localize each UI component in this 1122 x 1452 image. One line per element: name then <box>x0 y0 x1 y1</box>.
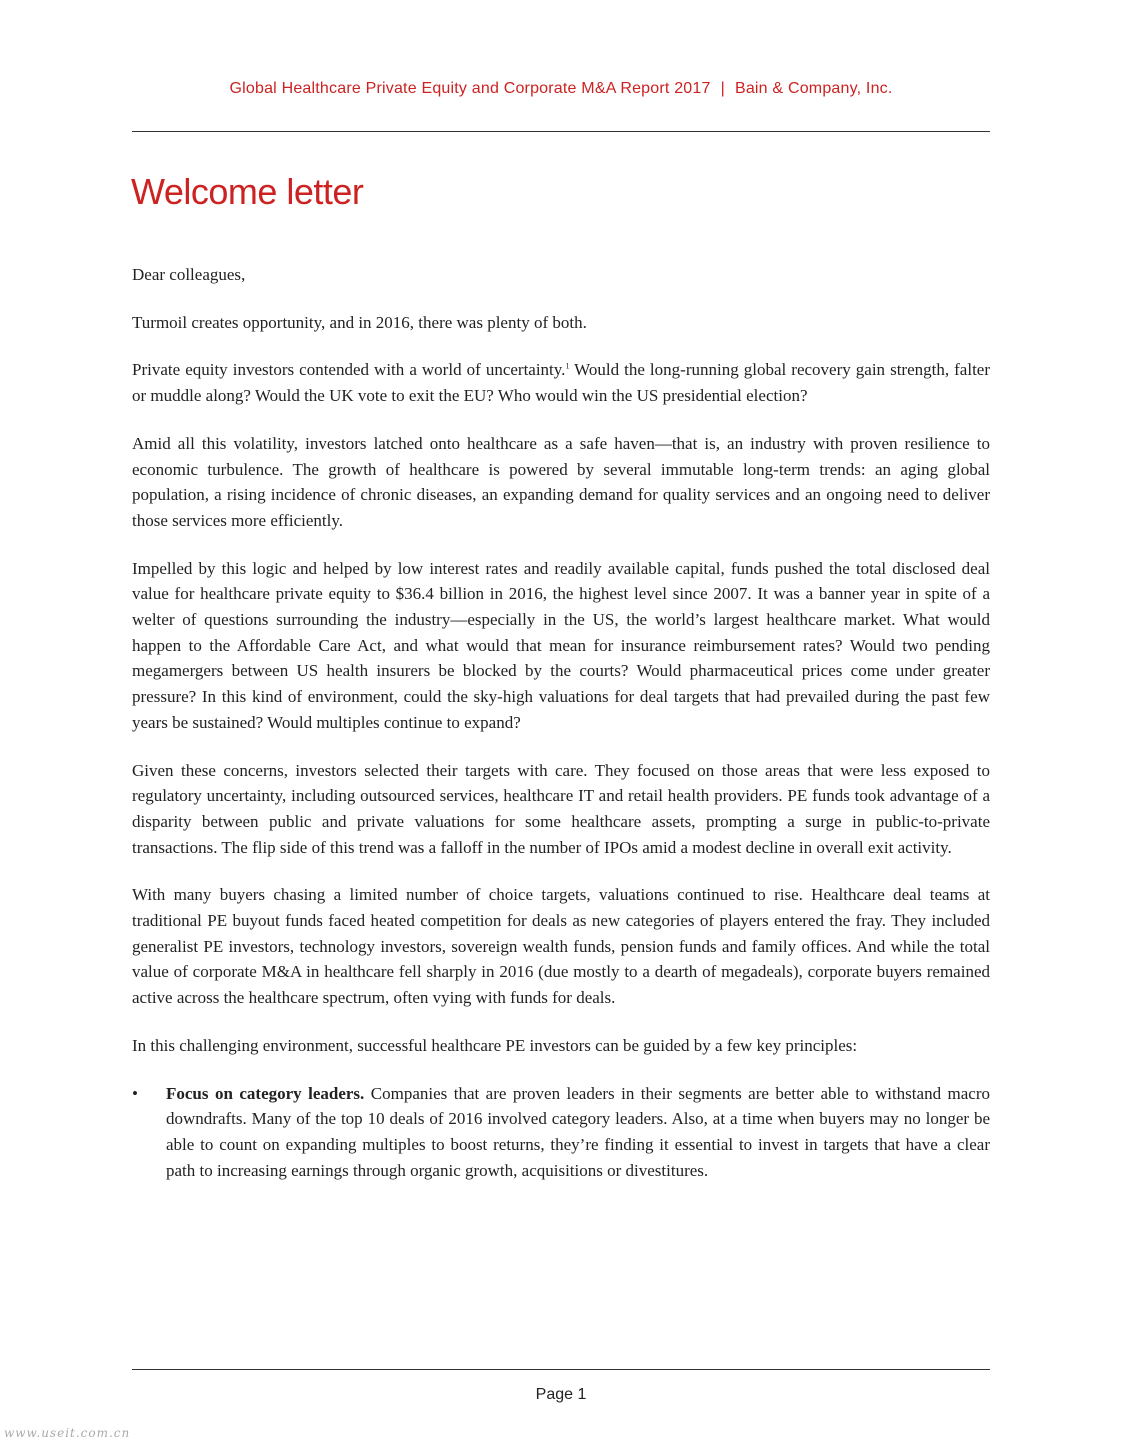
watermark: www.useit.com.cn <box>4 1426 131 1440</box>
page-number: Page 1 <box>535 1386 587 1403</box>
salutation: Dear colleagues, <box>132 265 246 284</box>
list-item <box>132 1081 990 1184</box>
paragraph-3: Amid all this volatility, investors latched onto healthcare as a safe haven—that is, an industry with proven resilience to economic turbulence. The growth of healthcare is powered by several immutable long-term trends: an aging global population, a rising incidence of chronic diseases, an expanding demand for quality services and an ongoing need to deliver those services more efficiently. <box>132 433 990 530</box>
report-title: Global Healthcare Private Equity and Corporate M&A Report 2017 <box>229 80 711 97</box>
running-header <box>0 80 1122 98</box>
bullet-text: Companies that are proven leaders in their segments are better able to withstand macro downdrafts. Many of the top 10 deals of 2016 involved category leaders. Also, at a time when buyers may no longer be able to count on expanding multiples to boost returns, they’re finding it essential to invest in targets that have a clear path to increasing earnings through organic growth, acquisitions or divestitures. <box>166 1083 991 1180</box>
footer-divider <box>132 1369 990 1370</box>
paragraph-7: In this challenging environment, successful healthcare PE investors can be guided by a few key principles: <box>132 1035 858 1055</box>
bullet-lead: Focus on category leaders. <box>166 1083 365 1103</box>
bullet-icon: • <box>132 1083 138 1103</box>
page-title: Welcome letter <box>131 171 364 212</box>
footnote-marker[interactable]: 1 <box>565 361 570 371</box>
header-divider <box>132 131 990 132</box>
paragraph-6: With many buyers chasing a limited number of choice targets, valuations continued to rise. Healthcare deal teams at traditional PE buyout funds faced heated competition for deals as new categories of players entered the fray. They included generalist PE investors, technology investors, sovereign wealth funds, pension funds and family offices. And while the total value of corporate M&A in healthcare fell sharply in 2016 (due mostly to a dearth of megadeals), corporate buyers remained active across the healthcare spectrum, often vying with funds for deals. <box>132 885 990 1008</box>
paragraph-5: Given these concerns, investors selected their targets with care. They focused on those areas that were less exposed to regulatory uncertainty, including outsourced services, healthcare IT and retail health providers. PE funds took advantage of a disparity between public and private valuations for some healthcare assets, prompting a surge in public-to-private transactions. The flip side of this trend was a falloff in the number of IPOs amid a modest decline in overall exit activity. <box>132 760 990 857</box>
header-separator: | <box>720 80 725 97</box>
principles-list <box>132 1081 990 1184</box>
paragraph-4: Impelled by this logic and helped by low interest rates and readily available capital, funds pushed the total disclosed deal value for healthcare private equity to $36.4 billion in 2016, the highest level since 2007. It was a banner year in spite of a welter of questions surrounding the industry—especially in the US, the world’s largest healthcare market. What would happen to the Affordable Care Act, and what would that mean for insurance reimbursement rates? Would two pending megamergers between US health insurers be blocked by the courts? Would pharmaceutical prices come under greater pressure? In this kind of environment, could the sky-high valuations for deal targets that had prevailed during the past few years be sustained? Would multiples continue to expand? <box>132 558 990 732</box>
company-name: Bain & Company, Inc. <box>734 80 893 97</box>
letter-body <box>132 262 990 1183</box>
paragraph-1: Turmoil creates opportunity, and in 2016, there was plenty of both. <box>132 312 587 332</box>
paragraph-2-text-b: Would the long-running global recovery gain strength, falter or muddle along? Would the UK vote to exit the EU? Who would win the US presidential election? <box>132 360 991 406</box>
paragraph-2-text-a: Private equity investors contended with a world of uncertainty. <box>132 360 566 380</box>
paragraph-2 <box>132 357 990 408</box>
